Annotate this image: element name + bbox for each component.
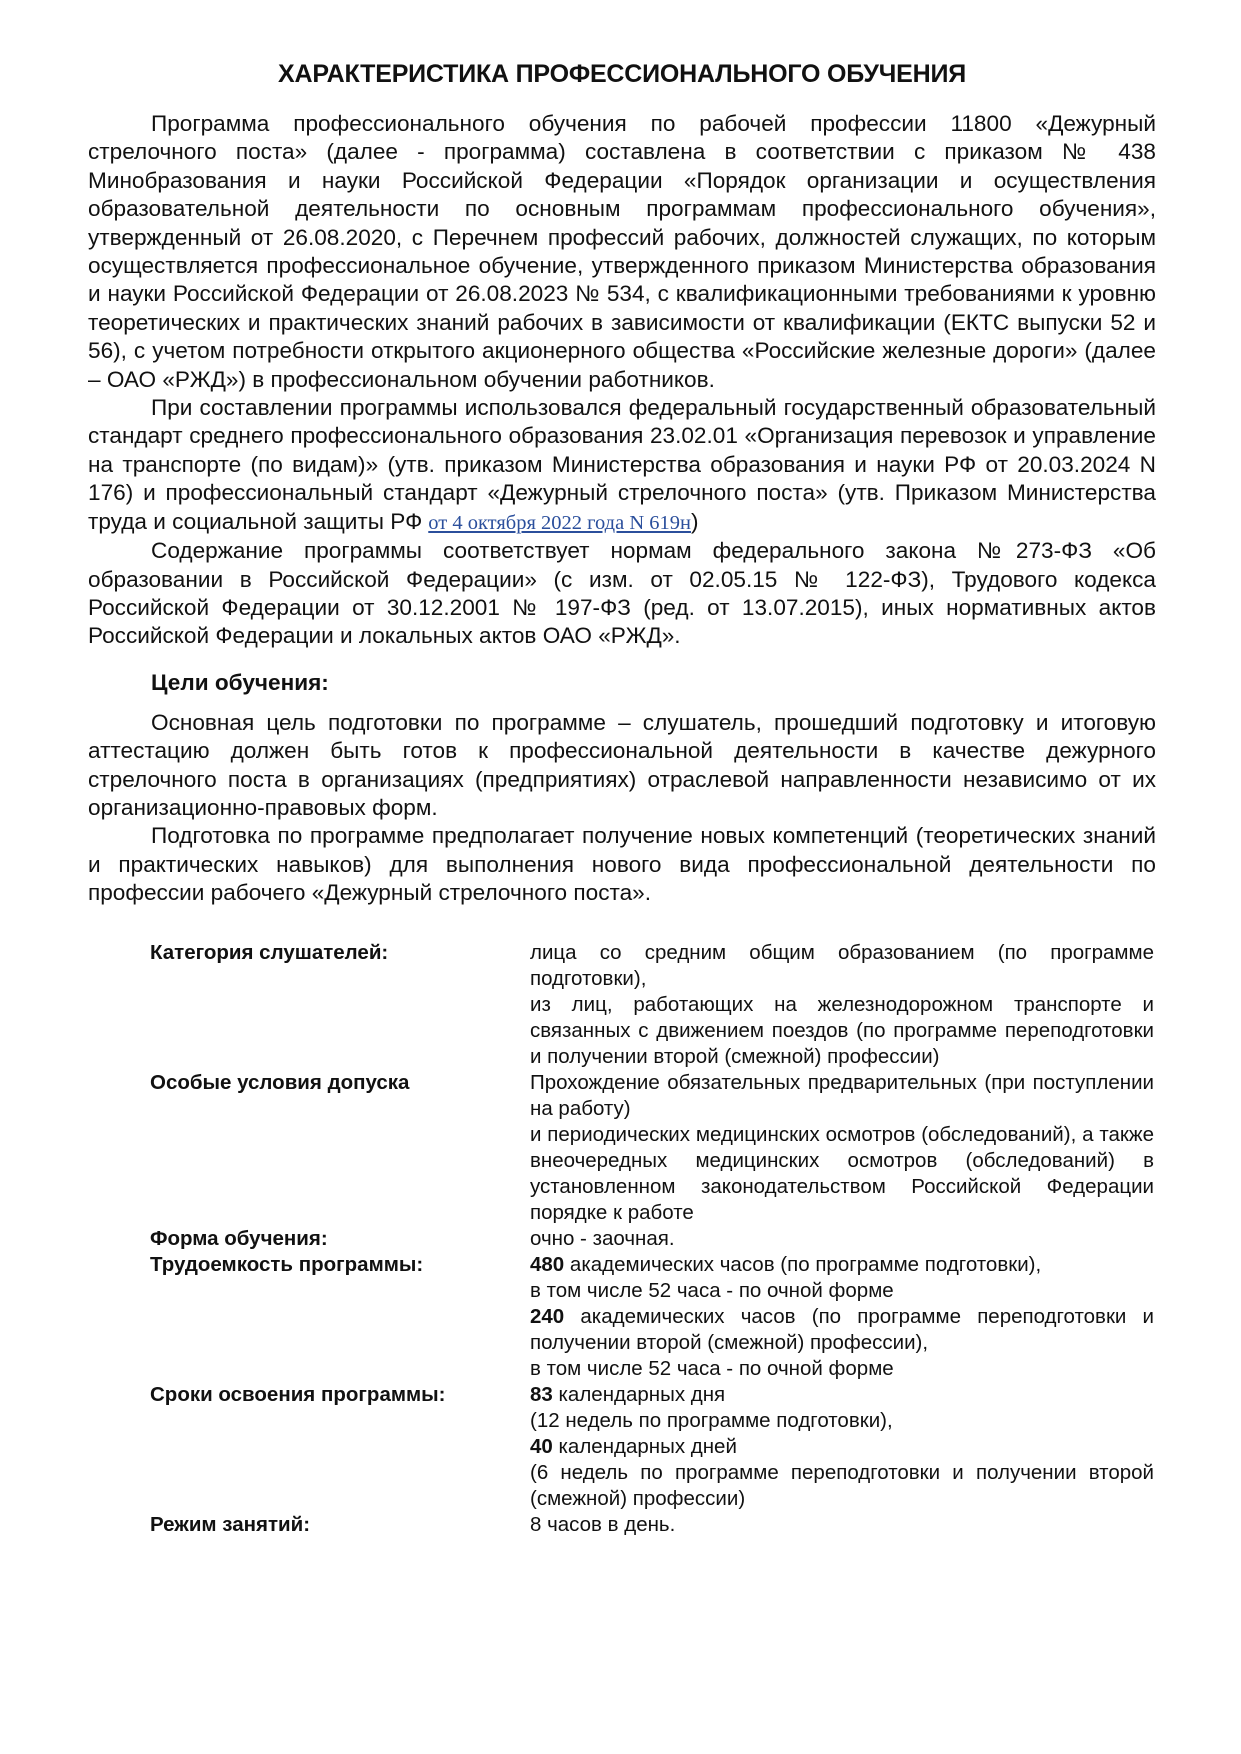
info-label: Категория слушателей: [150, 940, 389, 964]
info-label: Форма обучения: [150, 1226, 328, 1250]
info-value-text: лица со средним общим образованием (по программе подготовки), [530, 940, 1154, 990]
section-spacer [88, 908, 1156, 940]
intro-paragraph-2-text: При составлении программы использовался федеральный государственный образовательный стандарт среднего профессионального образования 23.02.01 «Организация перевозок и управление на транспорте (по видам)» (утв. приказом Министерства образования и науки РФ от 20.03.2024 N 176) и профессиональный стандарт «Дежурный стрелочного поста» (утв. Приказом Министерства труда и социальной защиты РФ [88, 395, 1156, 534]
info-value-line [530, 1304, 1154, 1356]
info-value-text: в том числе 52 часа - по очной форме [530, 1356, 894, 1380]
info-row [150, 1512, 1154, 1538]
info-value-text: календарных дня [552, 1382, 726, 1406]
info-label: Сроки освоения программы: [150, 1382, 446, 1406]
info-value-line [530, 1070, 1154, 1122]
info-value-text: и периодических медицинских осмотров (обследований), а также внеочередных медицинских осмотров (обследований) в установленном законодательством Российской Федерации порядке к работе [530, 1122, 1154, 1224]
info-value-line [530, 1226, 1154, 1252]
program-info-table [150, 940, 1154, 1538]
info-value-text: в том числе 52 часа - по очной форме [530, 1278, 894, 1302]
info-value-line [530, 940, 1154, 992]
info-value-text: академических часов (по программе подготовки), [564, 1252, 1042, 1276]
info-value [530, 1382, 1154, 1512]
info-row [150, 1226, 1154, 1252]
info-value-text: календарных дней [552, 1434, 737, 1458]
info-row [150, 1252, 1154, 1382]
info-value-line [530, 1460, 1154, 1512]
info-label: Особые условия допуска [150, 1070, 410, 1094]
intro-paragraph-2-tail: ) [690, 508, 699, 534]
document-title: ХАРАКТЕРИСТИКА ПРОФЕССИОНАЛЬНОГО ОБУЧЕНИЯ [278, 60, 966, 88]
info-value [530, 1252, 1154, 1382]
info-value-text: (12 недель по программе подготовки), [530, 1408, 893, 1432]
info-value-number: 480 [530, 1252, 565, 1276]
intro-paragraph-2 [88, 394, 1156, 537]
goals-heading: Цели обучения: [151, 669, 329, 695]
document-page [88, 58, 1156, 1538]
info-value-text: 8 часов в день. [530, 1512, 676, 1536]
info-value-text: из лиц, работающих на железнодорожном транспорте и связанных с движением поездов (по программе переподготовки и получении второй (смежной) профессии) [530, 992, 1154, 1068]
info-value [530, 1226, 1154, 1252]
info-value [530, 1512, 1154, 1538]
info-value-line [530, 1434, 1154, 1460]
info-value-text: Прохождение обязательных предварительных (при поступлении на работу) [530, 1070, 1154, 1120]
info-value-text: (6 недель по программе переподготовки и получении второй (смежной) профессии) [530, 1460, 1154, 1510]
info-value [530, 940, 1154, 1070]
info-value-number: 240 [530, 1304, 565, 1328]
intro-paragraph-1: Программа профессионального обучения по рабочей профессии 11800 «Дежурный стрелочного поста» (далее - программа) составлена в соответствии с приказом № 438 Минобразования и науки Российской Федерации «Порядок организации и осуществления образовательной деятельности по основным программам профессионального обучения», утвержденный от 26.08.2020, с Перечнем профессий рабочих, должностей служащих, по которым осуществляется профессиональное обучение, утвержденного приказом Министерства образования и науки Российской Федерации от 26.08.2023 № 534, с квалификационными требованиями к уровню теоретических и практических знаний рабочих в зависимости от квалификации (ЕКТС выпуски 52 и 56), с учетом потребности открытого акционерного общества «Российские железные дороги» (далее – ОАО «РЖД») в профессиональном обучении работников. [88, 111, 1156, 392]
info-value [530, 1070, 1154, 1226]
info-value-line [530, 1278, 1154, 1304]
info-value-number: 40 [530, 1434, 553, 1458]
info-row [150, 1382, 1154, 1512]
info-row [150, 940, 1154, 1070]
intro-paragraph-3: Содержание программы соответствует нормам федерального закона №273-ФЗ «Об образовании в Российской Федерации» (с изм. от 02.05.15 № 122-ФЗ), Трудового кодекса Российской Федерации от 30.12.2001 № 197-ФЗ (ред. от 13.07.2015), иных нормативных актов Российской Федерации и локальных актов ОАО «РЖД». [88, 538, 1156, 649]
info-value-line [530, 992, 1154, 1070]
info-label: Трудоемкость программы: [150, 1252, 424, 1276]
info-value-line [530, 1382, 1154, 1408]
info-row [150, 1070, 1154, 1226]
standard-order-link[interactable]: от 4 октября 2022 года N 619н [428, 511, 691, 534]
goals-paragraph-2: Подготовка по программе предполагает получение новых компетенций (теоретических знаний и практических навыков) для выполнения нового вида профессиональной деятельности по профессии рабочего «Дежурный стрелочного поста». [88, 823, 1156, 906]
info-value-text: очно - заочная. [530, 1226, 675, 1250]
info-value-line [530, 1122, 1154, 1226]
info-value-line [530, 1408, 1154, 1434]
info-value-number: 83 [530, 1382, 553, 1406]
info-value-text: академических часов (по программе переподготовки и получении второй (смежной) профессии), [530, 1304, 1154, 1354]
info-value-line [530, 1252, 1154, 1278]
info-value-line [530, 1356, 1154, 1382]
info-value-line [530, 1512, 1154, 1538]
goals-paragraph-1: Основная цель подготовки по программе – слушатель, прошедший подготовку и итоговую аттестацию должен быть готов к профессиональной деятельности в качестве дежурного стрелочного поста в организациях (предприятиях) отраслевой направленности независимо от их организационно-правовых форм. [88, 709, 1156, 820]
info-label: Режим занятий: [150, 1512, 311, 1536]
